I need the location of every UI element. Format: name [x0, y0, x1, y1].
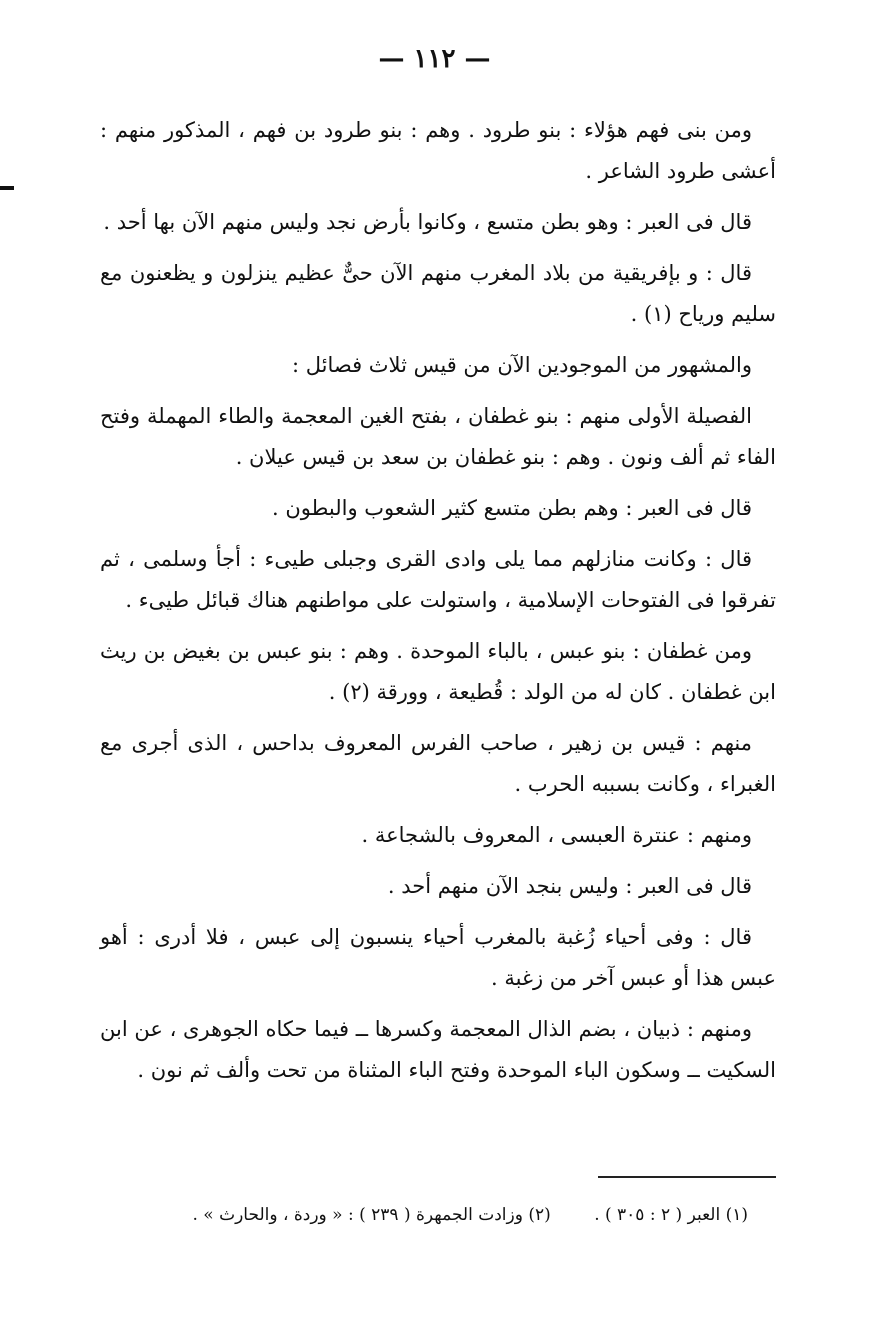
paragraph: ومن بنى فهم هؤلاء : بنو طرود . وهم : بنو طرود بن فهم ، المذكور منهم : أعشى طرود الشاعر .	[100, 118, 776, 183]
paragraph: قال : وكانت منازلهم مما يلى وادى القرى وجبلى طيىء : أجأ وسلمى ، ثم تفرقوا فى الفتوحات الإسلامية ، واستولت على مواطنهم هناك قبائل طيىء .	[100, 547, 776, 612]
paragraph: ومنهم : عنترة العبسى ، المعروف بالشجاعة .	[361, 823, 752, 847]
footnote: (١) العبر ( ٢ : ٣٠٥ ) .	[594, 1205, 748, 1225]
paragraph: الفصيلة الأولى منهم : بنو غطفان ، بفتح الغين المعجمة والطاء المهملة وفتح الفاء ثم ألف ونون . وهم : بنو غطفان بن سعد بن قيس عيلان .	[100, 404, 776, 469]
main-text	[100, 110, 776, 1101]
footnote-separator	[598, 1176, 776, 1178]
paragraph: قال فى العبر : وليس بنجد الآن منهم أحد .	[387, 874, 752, 898]
paragraph: ومن غطفان : بنو عبس ، بالباء الموحدة . وهم : بنو عبس بن بغيض بن ريث ابن غطفان . كان له من الولد : قُطيعة ، وورقة (٢) .	[100, 639, 776, 704]
paragraph: قال : و بإفريقية من بلاد المغرب منهم الآن حىٌّ عظيم ينزلون و يظعنون مع سليم ورياح (١) .	[100, 261, 776, 326]
margin-mark	[0, 186, 14, 190]
paragraph: ومنهم : ذبيان ، بضم الذال المعجمة وكسرها ــ فيما حكاه الجوهرى ، عن ابن السكيت ــ وسكون الباء الموحدة وفتح الباء المثناة من تحت وألف ثم نون .	[100, 1017, 776, 1082]
paragraph: قال فى العبر : وهو بطن متسع ، وكانوا بأرض نجد وليس منهم الآن بها أحد .	[103, 210, 752, 234]
paragraph: قال فى العبر : وهم بطن متسع كثير الشعوب والبطون .	[272, 496, 752, 520]
footnote: (٢) وزادت الجمهرة ( ٢٣٩ ) : « وردة ، والحارث » .	[192, 1205, 551, 1225]
page-number: — ١١٢ —	[378, 44, 491, 74]
paragraph: والمشهور من الموجودين الآن من قيس ثلاث فصائل :	[291, 353, 752, 377]
paragraph: منهم : قيس بن زهير ، صاحب الفرس المعروف بداحس ، الذى أجرى مع الغبراء ، وكانت بسببه الحرب .	[100, 731, 776, 796]
paragraph: قال : وفى أحياء زُغبة بالمغرب أحياء ينسبون إلى عبس ، فلا أدرى : أهو عبس هذا أو عبس آخر من زغبة .	[100, 925, 776, 990]
footnotes	[100, 1200, 748, 1230]
